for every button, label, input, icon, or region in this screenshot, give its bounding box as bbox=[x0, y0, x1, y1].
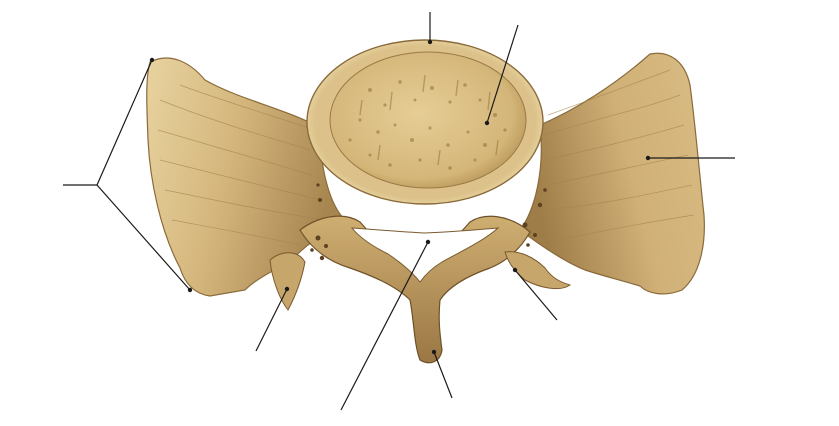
leader-line-spinous bbox=[434, 352, 452, 398]
right-lateral-part bbox=[520, 53, 704, 294]
leader-line-left-process bbox=[256, 289, 287, 351]
left-articular-process bbox=[270, 253, 305, 310]
